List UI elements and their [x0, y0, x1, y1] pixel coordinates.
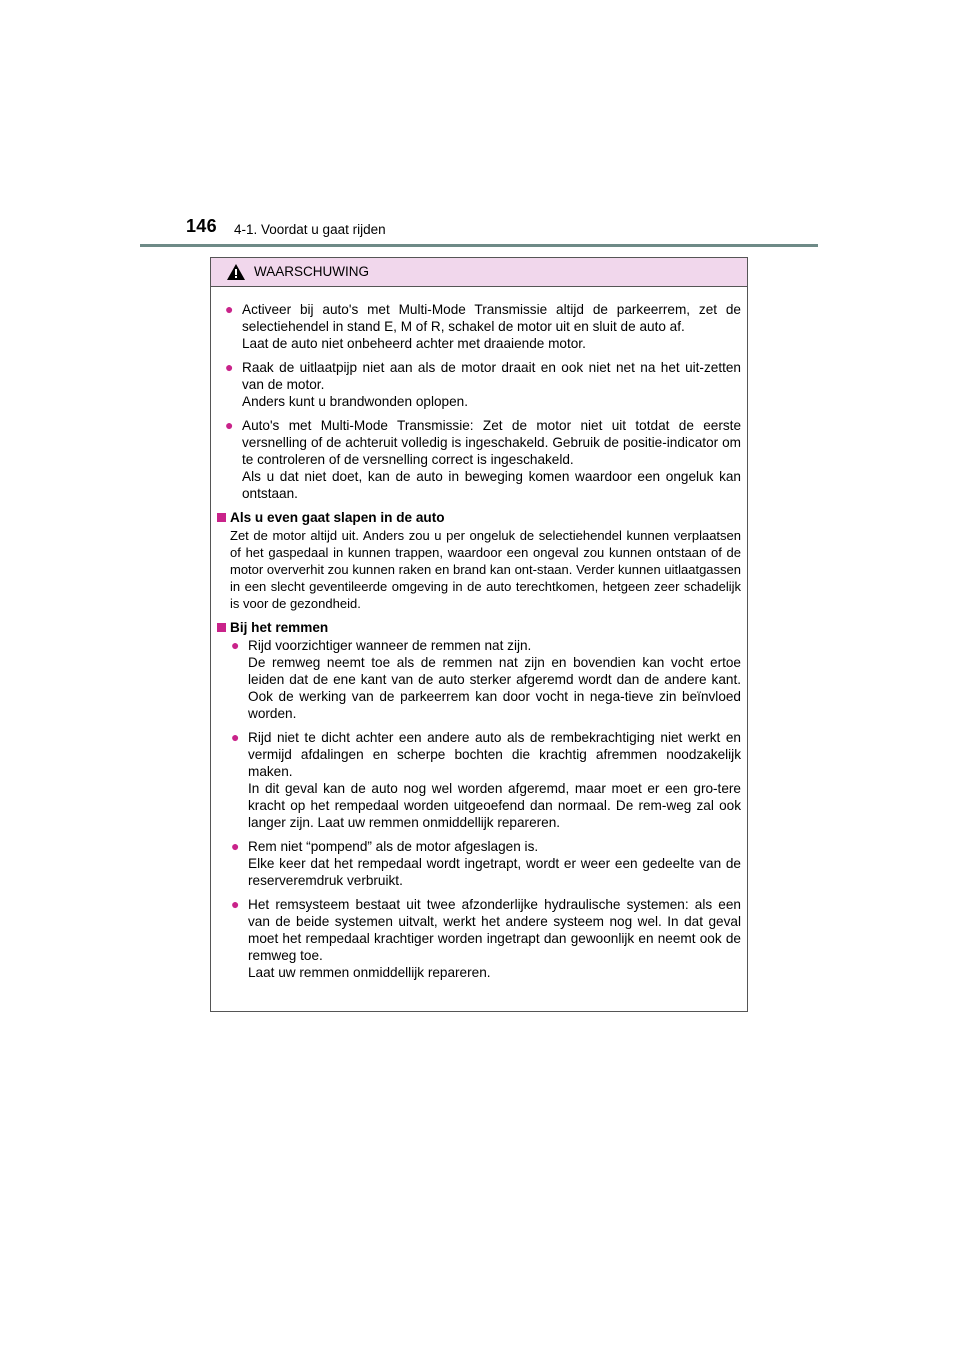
- page-number: 146: [186, 216, 217, 236]
- bullet-text: Laat de auto niet onbeheerd achter met draaiende motor.: [242, 336, 586, 351]
- square-bullet-icon: [217, 623, 226, 632]
- section-title: 4-1. Voordat u gaat rijden: [234, 222, 386, 237]
- bullet-text: Auto's met Multi-Mode Transmissie: Zet de motor niet uit totdat de eerste versnelling of de achteruit volledig is ingeschakeld. Gebruik de positie-indicator om te controleren of de versnelling correct is ingeschakeld.: [242, 418, 741, 467]
- list-item: [217, 417, 741, 502]
- list-item: [217, 729, 741, 831]
- bullet-text: Raak de uitlaatpijp niet aan als de motor draait en ook niet net na het uit-zetten van de motor.: [242, 360, 741, 392]
- warning-header: [211, 258, 747, 287]
- list-item: [217, 896, 741, 981]
- bullet-icon: ●: [225, 359, 234, 375]
- warning-box: [210, 257, 748, 1012]
- bullet-icon: ●: [231, 637, 240, 653]
- bullet-text: Rem niet “pompend” als de motor afgeslagen is.: [248, 839, 539, 854]
- bullet-text: Het remsysteem bestaat uit twee afzonderlijke hydraulische systemen: als een van de beide systemen uitvalt, werkt het andere systeem nog wel. In dat geval moet het rempedaal krachtiger worden ingetrapt dan gewoonlijk en neemt ook de remweg toe.: [248, 897, 741, 963]
- list-item: [217, 838, 741, 889]
- bullet-text: Anders kunt u brandwonden oplopen.: [242, 394, 468, 409]
- bullet-icon: ●: [225, 301, 234, 317]
- bullet-text: Rijd niet te dicht achter een andere auto als de rembekrachtiging niet werkt en vermijd afdalingen en scherpe bochten die krachtig afremmen noodzakelijk maken.: [248, 730, 741, 779]
- square-bullet-icon: [217, 513, 226, 522]
- section-heading: [217, 619, 741, 636]
- section-heading-text: Bij het remmen: [230, 620, 329, 635]
- sub-list: [217, 637, 741, 981]
- bullet-text: Elke keer dat het rempedaal wordt ingetrapt, wordt er weer een gedeelte van de reserveremdruk verbruikt.: [248, 856, 741, 888]
- warning-content: [211, 287, 747, 981]
- section-paragraph: Zet de motor altijd uit. Anders zou u per ongeluk de selectiehendel kunnen verplaatsen of het gaspedaal in kunnen trappen, waardoor een ongeval zou kunnen ontstaan of de motor oververhit zou kunnen raken en brand kan ont-staan. Verder kunnen uitlaatgassen in een slecht geventileerde omgeving in de auto terechtkomen, hetgeen zeer schadelijk is voor de gezondheid.: [230, 528, 741, 611]
- bullet-text: De remweg neemt toe als de remmen nat zijn en bovendien kan vocht ertoe leiden dat de ene kant van de auto sterker afgeremd wordt dan de andere kant. Ook de werking van de parkeerrem kan door vocht in nega-tieve zin beïnvloed worden.: [248, 655, 741, 721]
- list-item: [217, 301, 741, 352]
- bullet-icon: ●: [225, 417, 234, 433]
- warning-title: WAARSCHUWING: [254, 264, 369, 279]
- bullet-icon: ●: [231, 896, 240, 912]
- section-heading-text: Als u even gaat slapen in de auto: [230, 510, 445, 525]
- section-heading: [217, 509, 741, 526]
- bullet-text: In dit geval kan de auto nog wel worden afgeremd, maar moet er een gro-tere kracht op het rempedaal worden uitgeoefend dan normaal. De rem-weg zal ook langer zijn. Laat uw remmen onmiddellijk repareren.: [248, 781, 741, 830]
- header-divider: [140, 244, 818, 247]
- list-item: [217, 359, 741, 410]
- bullet-text: Als u dat niet doet, kan de auto in beweging komen waardoor een ongeluk kan ontstaan.: [242, 469, 741, 501]
- bullet-icon: ●: [231, 729, 240, 745]
- list-item: [217, 637, 741, 722]
- bullet-text: Laat uw remmen onmiddellijk repareren.: [248, 965, 491, 980]
- bullet-text: Activeer bij auto's met Multi-Mode Transmissie altijd de parkeerrem, zet de selectiehendel in stand E, M of R, schakel de motor uit en sluit de auto af.: [242, 302, 741, 334]
- warning-triangle-icon: [226, 263, 246, 281]
- bullet-icon: ●: [231, 838, 240, 854]
- bullet-text: Rijd voorzichtiger wanneer de remmen nat zijn.: [248, 638, 532, 653]
